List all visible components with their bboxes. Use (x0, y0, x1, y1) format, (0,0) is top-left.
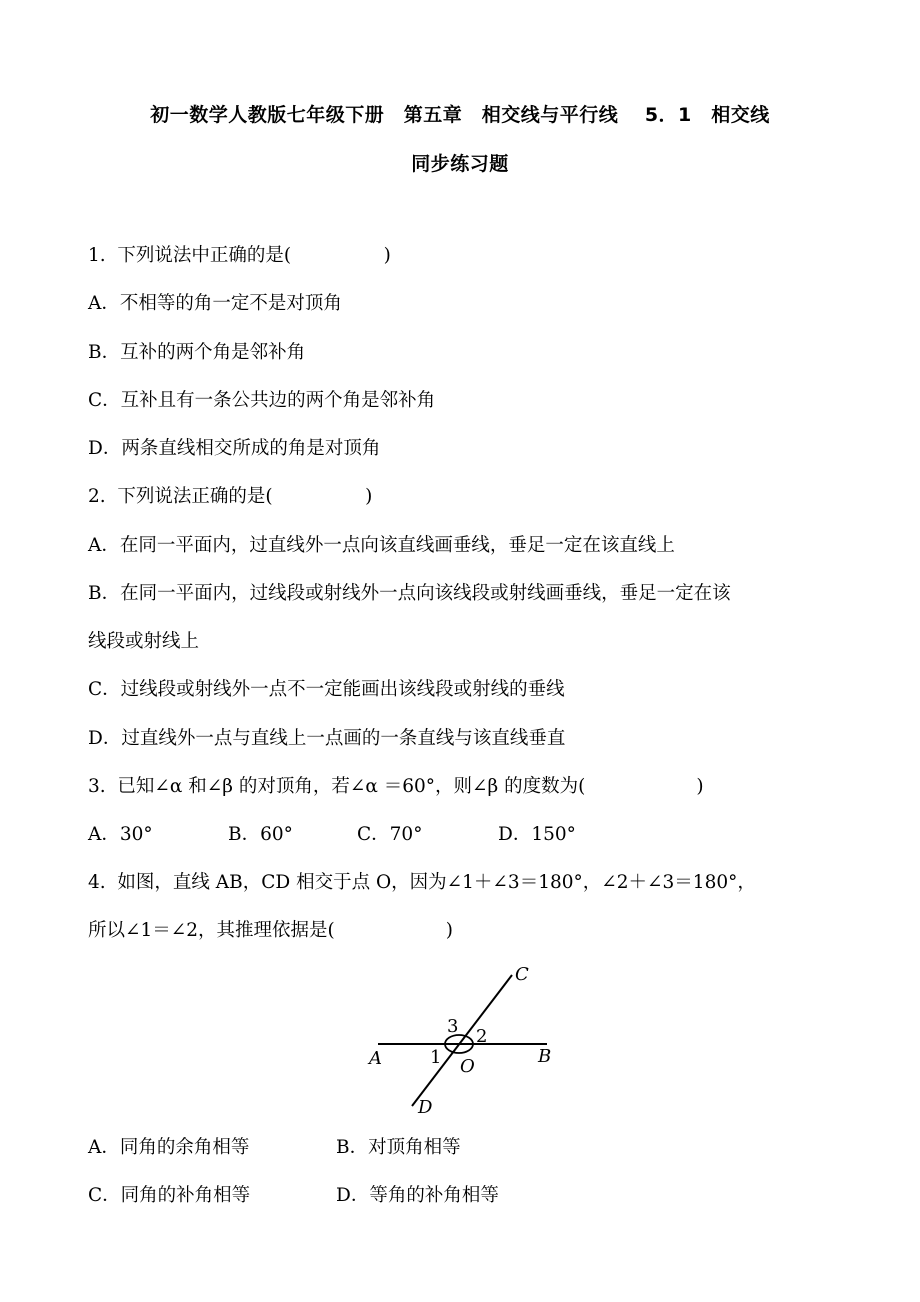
intersecting-lines-figure (360, 960, 560, 1120)
label-o: O (460, 1056, 475, 1077)
label-angle-2: 2 (476, 1026, 488, 1047)
document-title: 初一数学人教版七年级下册 第五章 相交线与平行线 5．1 相交线 (150, 104, 770, 126)
question-1-option-b: B．互补的两个角是邻补角 (88, 342, 306, 363)
question-2-option-b-cont: 线段或射线上 (88, 631, 200, 652)
line-cd (412, 975, 512, 1106)
question-1-option-a: A．不相等的角一定不是对顶角 (88, 293, 342, 314)
label-a: A (369, 1048, 382, 1069)
question-2-stem: 2. 下列说法正确的是( ) (88, 486, 373, 507)
label-c: C (515, 964, 529, 985)
question-2-option-d: D．过直线外一点与直线上一点画的一条直线与该直线垂直 (88, 728, 566, 749)
question-2-option-a: A．在同一平面内，过直线外一点向该直线画垂线，垂足一定在该直线上 (88, 535, 675, 556)
question-4-stem-line2: 所以∠1＝∠2，其推理依据是( ) (88, 920, 453, 941)
document-subtitle: 同步练习题 (411, 153, 509, 175)
question-4-option-c: C．同角的补角相等 (88, 1185, 251, 1206)
question-3-option-a: A．30° (88, 824, 153, 845)
question-1-option-c: C．互补且有一条公共边的两个角是邻补角 (88, 390, 436, 411)
question-4-option-b: B．对顶角相等 (336, 1137, 461, 1158)
label-angle-3: 3 (447, 1016, 459, 1037)
question-3-stem: 3. 已知∠α 和∠β 的对顶角，若∠α ＝60°，则∠β 的度数为( ) (88, 776, 704, 797)
question-1-option-d: D．两条直线相交所成的角是对顶角 (88, 438, 381, 459)
question-4-stem-line1: 4. 如图，直线 AB，CD 相交于点 O，因为∠1＋∠3＝180°，∠2＋∠3＝180°， (88, 872, 756, 893)
question-4-option-a: A．同角的余角相等 (88, 1137, 250, 1158)
question-3-option-b: B．60° (228, 824, 293, 845)
label-angle-1: 1 (430, 1047, 442, 1068)
label-d: D (418, 1097, 433, 1118)
label-b: B (538, 1046, 552, 1067)
question-4-option-d: D．等角的补角相等 (336, 1185, 499, 1206)
question-2-option-b: B．在同一平面内，过线段或射线外一点向该线段或射线画垂线，垂足一定在该 (88, 583, 731, 604)
question-1-stem: 1. 下列说法中正确的是( ) (88, 245, 391, 266)
question-2-option-c: C．过线段或射线外一点不一定能画出该线段或射线的垂线 (88, 679, 565, 700)
question-3-option-d: D．150° (498, 824, 576, 845)
question-3-option-c: C．70° (357, 824, 423, 845)
